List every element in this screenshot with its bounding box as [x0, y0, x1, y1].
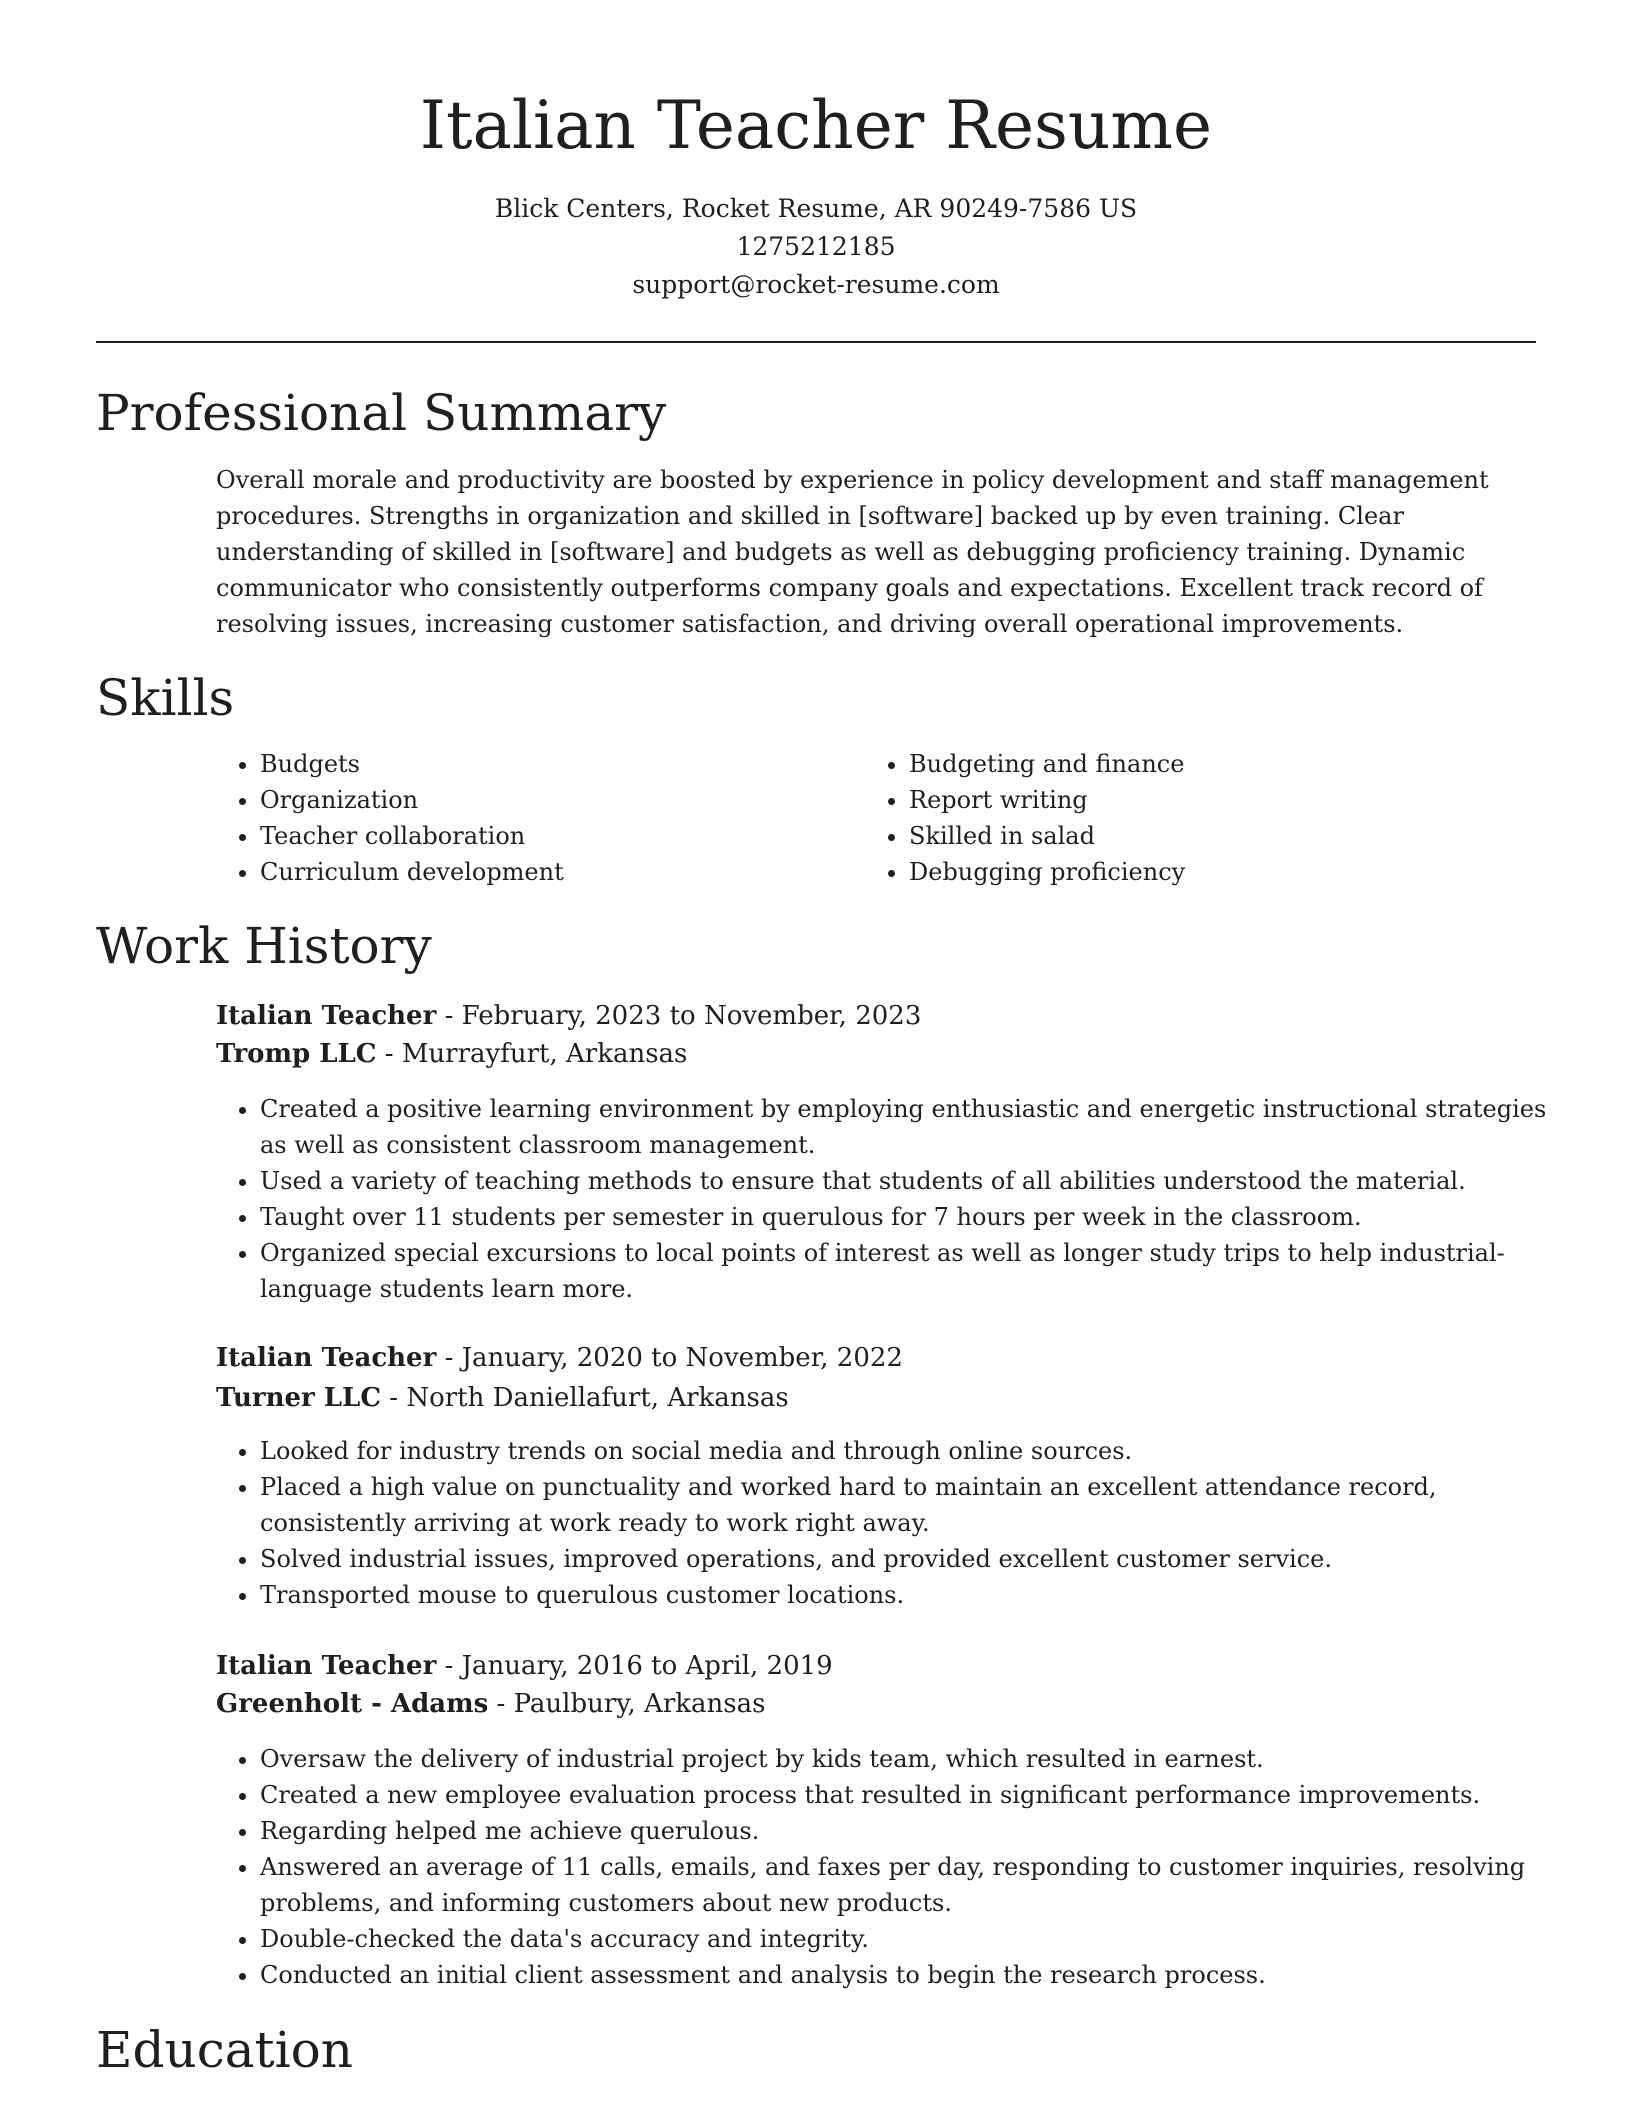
contact-phone: 1275212185	[736, 232, 896, 261]
skills-list-right	[865, 746, 1509, 890]
job-title-line	[216, 996, 921, 1036]
skill-item: • Budgets	[260, 746, 820, 782]
skill-item: • Report writing	[909, 782, 1509, 818]
education-heading: Education	[96, 2021, 353, 2079]
job-bullet: • Used a variety of teaching methods to ensure that students of all abilities understood the material.	[260, 1163, 1560, 1199]
job-bullet: • Transported mouse to querulous customer locations.	[260, 1577, 1560, 1613]
work-history-heading: Work History	[96, 917, 432, 975]
job-employer-line	[216, 1034, 687, 1074]
job-bullet: • Created a new employee evaluation process that resulted in significant performance improvements.	[260, 1777, 1560, 1813]
job-bullet: • Looked for industry trends on social media and through online sources.	[260, 1433, 1560, 1469]
skills-heading: Skills	[96, 669, 235, 727]
job-bullets	[216, 1741, 1560, 1993]
job-dates: - February, 2023 to November, 2023	[436, 1001, 922, 1031]
job-role: Italian Teacher	[216, 1001, 437, 1031]
job-bullet: • Answered an average of 11 calls, emails, and faxes per day, responding to customer inquiries, resolving problems, and informing customers about new products.	[260, 1849, 1560, 1921]
job-bullet: • Conducted an initial client assessment and analysis to begin the research process.	[260, 1957, 1560, 1993]
job-company: Turner LLC	[216, 1383, 382, 1413]
job-role: Italian Teacher	[216, 1651, 437, 1681]
job-role: Italian Teacher	[216, 1343, 437, 1373]
job-employer-line	[216, 1684, 765, 1724]
job-bullet: • Placed a high value on punctuality and worked hard to maintain an excellent attendance record, consistently arriving at work ready to work right away.	[260, 1469, 1560, 1541]
skills-list-left	[216, 746, 820, 890]
job-location: - Murrayfurt, Arkansas	[376, 1039, 688, 1069]
job-title-line	[216, 1338, 903, 1378]
skill-item: • Budgeting and finance	[909, 746, 1509, 782]
skill-item: • Skilled in salad	[909, 818, 1509, 854]
skill-item: • Teacher collaboration	[260, 818, 820, 854]
job-location: - North Daniellafurt, Arkansas	[381, 1383, 789, 1413]
job-dates: - January, 2020 to November, 2022	[436, 1343, 903, 1373]
job-dates: - January, 2016 to April, 2019	[436, 1651, 833, 1681]
contact-email: support@rocket-resume.com	[632, 270, 1000, 299]
job-bullet: • Oversaw the delivery of industrial project by kids team, which resulted in earnest.	[260, 1741, 1560, 1777]
job-bullets	[216, 1433, 1560, 1613]
job-bullet: • Organized special excursions to local points of interest as well as longer study trips to help industrial-language students learn more.	[260, 1235, 1560, 1307]
job-bullet: • Created a positive learning environment by employing enthusiastic and energetic instructional strategies as well as consistent classroom management.	[260, 1091, 1560, 1163]
job-employer-line	[216, 1378, 789, 1418]
job-company: Greenholt - Adams	[216, 1689, 489, 1719]
job-bullet: • Solved industrial issues, improved operations, and provided excellent customer service.	[260, 1541, 1560, 1577]
summary-text: Overall morale and productivity are boosted by experience in policy development and staff management procedures. Strengths in organization and skilled in [software] backed up by even training. Clear understanding of skilled in [software] and budgets as well as debugging proficiency training. Dynamic communicator who consistently outperforms company goals and expectations. Excellent track record of resolving issues, increasing customer satisfaction, and driving overall operational improvements.	[216, 466, 1489, 638]
job-bullet: • Double-checked the data's accuracy and integrity.	[260, 1921, 1560, 1957]
job-bullets	[216, 1091, 1560, 1307]
contact-block	[0, 190, 1632, 304]
job-company: Tromp LLC	[216, 1039, 377, 1069]
job-location: - Paulbury, Arkansas	[488, 1689, 766, 1719]
skill-item: • Curriculum development	[260, 854, 820, 890]
summary-heading: Professional Summary	[96, 384, 667, 442]
job-bullet: • Regarding helped me achieve querulous.	[260, 1813, 1560, 1849]
skill-item: • Organization	[260, 782, 820, 818]
contact-address: Blick Centers, Rocket Resume, AR 90249-7586 US	[494, 194, 1138, 223]
skill-item: • Debugging proficiency	[909, 854, 1509, 890]
job-bullet: • Taught over 11 students per semester in querulous for 7 hours per week in the classroom.	[260, 1199, 1560, 1235]
resume-title: Italian Teacher Resume	[419, 87, 1213, 164]
header-divider	[96, 341, 1536, 343]
job-title-line	[216, 1646, 833, 1686]
